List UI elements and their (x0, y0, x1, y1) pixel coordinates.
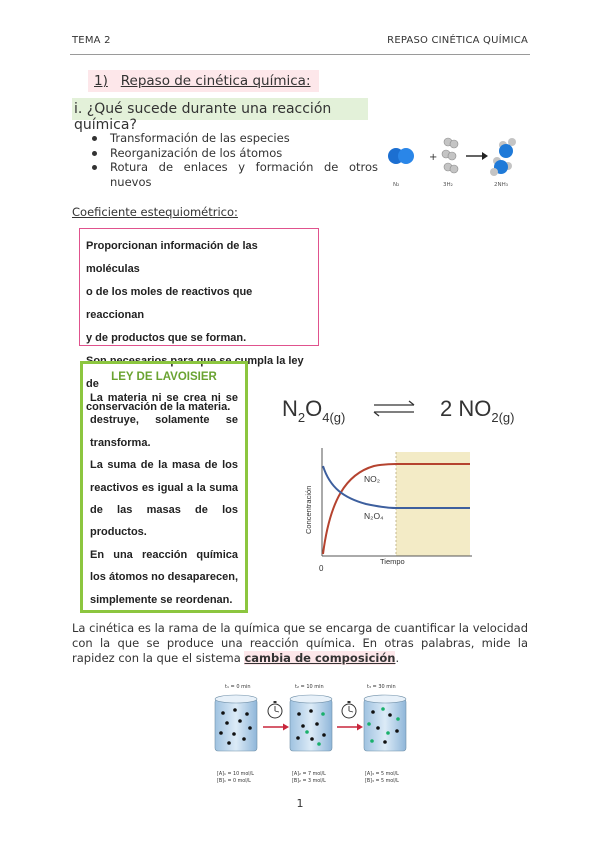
definition-line: Son necesarios para que se cumpla la ley de (86, 355, 304, 390)
lavoisier-paragraph: En una reacción química los átomos no desaparecen, simplemente se reordenan. (90, 548, 238, 606)
lavoisier-paragraph: La materia ni se crea ni se destruye, solamente se transforma. (90, 392, 238, 449)
x-axis-label: Tiempo (380, 557, 405, 566)
definition-line: y de productos que se forman. (86, 332, 247, 344)
nh3-molecules-icon (490, 138, 516, 176)
definition-line: Proporcionan información de las moléculas (86, 240, 258, 275)
time-label: t₂ = 10 min (295, 684, 324, 690)
list-item: Reorganización de los átomos (92, 146, 378, 161)
highlighted-term: cambia de composición (244, 651, 396, 665)
concentration-chart (296, 440, 476, 575)
caption-line: [B]₃ = 5 mol/L (365, 779, 399, 784)
ammonia-molecule-figure (386, 136, 526, 188)
series-label-n2o4: N₂O₄ (364, 511, 384, 521)
definition-line: conservación de la materia. (86, 401, 231, 413)
beaker-1 (215, 695, 257, 751)
bullet-icon (92, 165, 97, 170)
page-number: 1 (296, 797, 304, 810)
arrow-icon (263, 724, 289, 731)
plus-sign: + (429, 152, 438, 163)
section-text: Repaso de cinética química: (120, 73, 311, 89)
definition-line: o de los moles de reactivos que reaccionan (86, 286, 253, 321)
caption-line: [A]₁ = 10 mol/L (217, 772, 254, 777)
equilibrium-arrows-icon (374, 401, 414, 416)
label-2nh3: 2NH₃ (494, 182, 508, 188)
label-3h2: 3H₂ (443, 182, 453, 188)
chemical-equation (278, 386, 538, 432)
stopwatch-icon (268, 701, 282, 718)
lavoisier-title: LEY DE LAVOISIER (111, 371, 217, 383)
n2-molecule-icon (388, 148, 414, 164)
arrow-icon (466, 152, 488, 160)
header-divider (70, 54, 530, 55)
series-label-no2: NO₂ (364, 474, 381, 484)
y-axis-label: Concentración (304, 485, 313, 534)
list-item: Rotura de enlaces y formación de otros nuevos (92, 160, 378, 189)
question-title: i. ¿Qué sucede durante una reacción química? (72, 98, 368, 120)
caption-line: [A]₂ = 7 mol/L (292, 772, 326, 777)
equation-left: $N_2O_{4(g)}$ (282, 396, 346, 425)
time-label: t₁ = 0 min (225, 684, 251, 690)
stopwatch-icon (342, 701, 356, 718)
header-right: REPASO CINÉTICA QUÍMICA (387, 35, 528, 46)
bullet-icon (92, 136, 97, 141)
lavoisier-box (80, 361, 248, 613)
reaction-beakers-figure (207, 681, 407, 791)
time-label: t₃ = 30 min (367, 684, 396, 690)
bullet-list (92, 131, 378, 189)
h2-molecules-icon (442, 138, 458, 173)
lavoisier-paragraph: La suma de la masa de los reactivos es igual a la suma de las masas de los productos. (90, 459, 238, 539)
caption-line: [B]₁ = 0 mol/L (217, 779, 251, 784)
kinetics-paragraph: La cinética es la rama de la química que se encarga de cuantificar la velocidad con la que se produce una reacción química. En otras palabras, mide la rapidez con la que el sistema cambia de composición. (72, 621, 528, 665)
equation-right: 2 $NO_{2(g)}$ (440, 396, 515, 425)
arrow-icon (337, 724, 363, 731)
header-left: TEMA 2 (72, 35, 111, 46)
list-item: Transformación de las especies (92, 131, 378, 146)
beaker-3 (364, 695, 406, 751)
caption-line: [A]₃ = 5 mol/L (365, 772, 399, 777)
bullet-icon (92, 151, 97, 156)
caption-line: [B]₂ = 3 mol/L (292, 779, 326, 784)
beaker-2 (290, 695, 332, 751)
section-title (88, 70, 319, 92)
equilibrium-region (396, 452, 470, 556)
origin-label: 0 (319, 564, 324, 573)
section-number: 1) (94, 73, 108, 89)
label-n2: N₂ (393, 182, 400, 188)
coeficiente-label: Coeficiente estequiométrico: (72, 205, 238, 219)
